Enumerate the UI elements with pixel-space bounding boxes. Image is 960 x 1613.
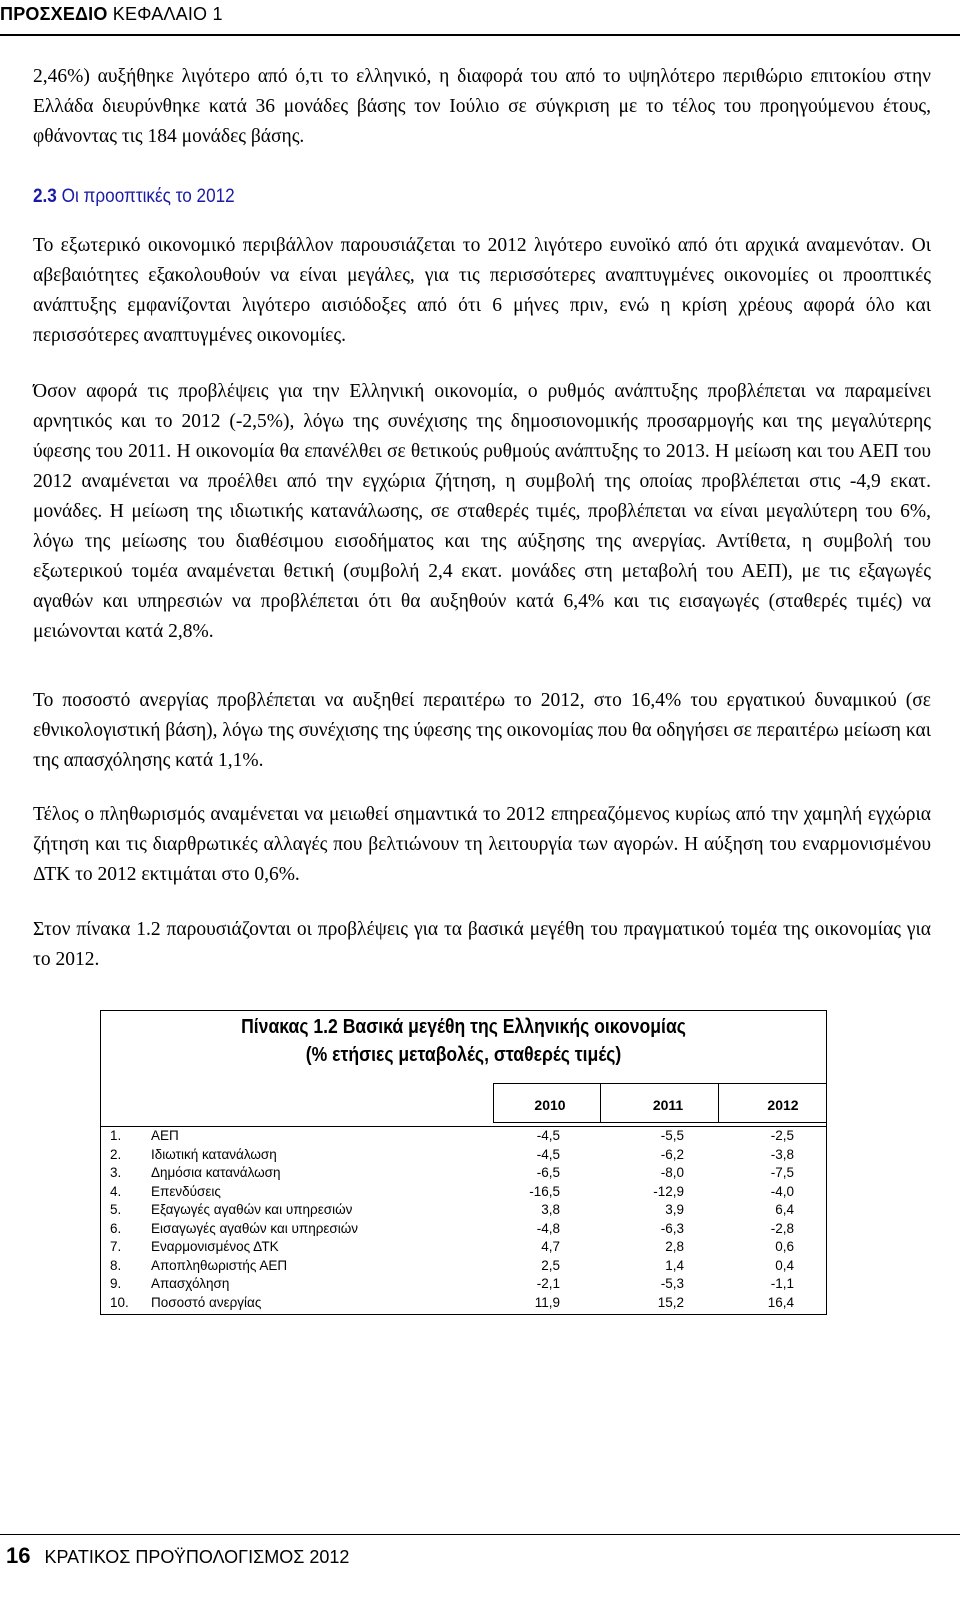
table-title-line-2: (% ετήσιες μεταβολές, σταθερές τιμές) bbox=[305, 1044, 622, 1066]
paragraph-3: Όσον αφορά τις προβλέψεις για την Ελληνική οικονομία, ο ρυθμός ανάπτυξης προβλέπεται να παραμείνει αρνητικός και το 2012 (-2,5%), λόγω της συνέχισης της δημοσιονομικής προσαρμογής και της μεγαλύτερης ύφεσης του 2011. Η οικονομία θα επανέλθει σε θετικούς ρυθμούς ανάπτυξης το 2013. Η μείωση και του ΑΕΠ του 2012 αναμένεται να προέλθει από την εγχώρια ζήτηση, η συμβολή της οποίας προβλέπεται στις -4,9 εκατ. μονάδες. Η μείωση της ιδιωτικής κατανάλωσης, σε σταθερές τιμές, προβλέπεται να είναι μεγαλύτερη του 6%, λόγω της μείωσης του διαθέσιμου εισοδήματος και της αύξησης της ανεργίας. Αντίθετα, η συμβολή του εξωτερικού τομέα αναμένεται θετική (συμβολή 2,4 εκατ. μονάδες στη μεταβολή του ΑΕΠ), με τις εξαγωγές αγαθών και υπηρεσιών να προβλέπεται ότι θα αυξηθούν κατά 6,4% και τις εισαγωγές (σταθερές τιμές) να μειώνονται κατά 2,8%. bbox=[33, 381, 931, 642]
header-title-bold: ΠΡΟΣΧΕΔΙΟ bbox=[0, 4, 108, 24]
row-number: 3. bbox=[110, 1165, 122, 1180]
row-number: 5. bbox=[110, 1202, 122, 1217]
header-rule bbox=[0, 34, 960, 36]
year-header-2010: 2010 bbox=[534, 1097, 566, 1113]
footer-rule bbox=[0, 1534, 960, 1535]
row-label: Εξαγωγές αγαθών και υπηρεσιών bbox=[151, 1202, 353, 1217]
table-row bbox=[100, 1127, 827, 1146]
section-title: Οι προοπτικές το 2012 bbox=[56, 185, 235, 207]
header-divider bbox=[600, 1083, 601, 1123]
paragraph-1: 2,46%) αυξήθηκε λιγότερο από ό,τι το ελληνικό, η διαφορά του από το υψηλότερο περιθώριο επιτοκίου στην Ελλάδα διευρύνθηκε κατά 36 μονάδες βάσης τον Ιούλιο σε σύγκριση με το τέλος του προηγούμενου έτους, φθάνοντας τις 184 μονάδες βάσης. bbox=[33, 66, 931, 147]
row-label: Ιδιωτική κατανάλωση bbox=[151, 1146, 277, 1162]
row-label: ΑΕΠ bbox=[151, 1128, 179, 1143]
running-footer bbox=[6, 1543, 349, 1569]
row-value-2011: -12,9 bbox=[653, 1183, 684, 1199]
row-value-2011: 3,9 bbox=[665, 1202, 684, 1217]
row-label: Ποσοστό ανεργίας bbox=[151, 1294, 262, 1310]
page-number: 16 bbox=[6, 1543, 31, 1568]
row-value-2012: -2,8 bbox=[770, 1220, 794, 1236]
header-title-rest: ΚΕΦΑΛΑΙΟ 1 bbox=[107, 4, 223, 24]
paragraph-5: Τέλος ο πληθωρισμός αναμένεται να μειωθεί σημαντικά το 2012 επηρεαζόμενος κυρίως από την χαμηλή εγχώρια ζήτηση και τις διαρθρωτικές αλλαγές που βελτιώνουν τη λειτουργία των αγορών. Η αύξηση του εναρμονισμένου ΔΤΚ το 2012 εκτιμάται στο 0,6%. bbox=[33, 804, 931, 885]
row-value-2011: -8,0 bbox=[660, 1165, 684, 1180]
table-row bbox=[100, 1238, 827, 1257]
row-value-2011: -5,5 bbox=[660, 1128, 684, 1143]
row-value-2011: -5,3 bbox=[660, 1276, 684, 1291]
table-row bbox=[100, 1220, 827, 1239]
paragraph-4: Το ποσοστό ανεργίας προβλέπεται να αυξηθεί περαιτέρω το 2012, στο 16,4% του εργατικού δυναμικού (σε εθνικολογιστική βάση), λόγω της συνέχισης της ύφεσης της οικονομίας που θα οδηγήσει σε περαιτέρω μείωση και της απασχόλησης κατά 1,1%. bbox=[33, 690, 931, 771]
row-value-2011: 2,8 bbox=[665, 1239, 684, 1254]
table-row bbox=[100, 1294, 827, 1313]
row-value-2010: 3,8 bbox=[541, 1202, 560, 1217]
row-value-2011: -6,3 bbox=[660, 1220, 684, 1236]
row-number: 1. bbox=[110, 1128, 122, 1143]
section-heading bbox=[33, 185, 235, 208]
row-number: 2. bbox=[110, 1146, 122, 1162]
section-number: 2.3 bbox=[33, 185, 57, 207]
row-value-2012: -4,0 bbox=[770, 1183, 794, 1199]
header-divider bbox=[718, 1083, 719, 1123]
row-label: Δημόσια κατανάλωση bbox=[151, 1165, 281, 1180]
row-number: 6. bbox=[110, 1220, 122, 1236]
row-value-2010: -6,5 bbox=[536, 1165, 560, 1180]
row-number: 8. bbox=[110, 1257, 122, 1273]
row-value-2011: -6,2 bbox=[660, 1146, 684, 1162]
row-number: 7. bbox=[110, 1239, 122, 1254]
row-value-2010: 2,5 bbox=[541, 1257, 560, 1273]
row-value-2010: -4,5 bbox=[536, 1128, 560, 1143]
row-label: Εναρμονισμένος ΔΤΚ bbox=[151, 1239, 279, 1254]
year-header-2011: 2011 bbox=[652, 1097, 684, 1113]
paragraph-6: Στον πίνακα 1.2 παρουσιάζονται οι προβλέψεις για τα βασικά μεγέθη του πραγματικού τομέα της οικονομίας για το 2012. bbox=[33, 919, 931, 970]
row-value-2010: -16,5 bbox=[529, 1183, 560, 1199]
row-label: Εισαγωγές αγαθών και υπηρεσιών bbox=[151, 1220, 359, 1236]
row-label: Απασχόληση bbox=[151, 1276, 230, 1291]
row-value-2012: -2,5 bbox=[770, 1128, 794, 1143]
row-label: Επενδύσεις bbox=[151, 1183, 221, 1199]
row-value-2012: 16,4 bbox=[767, 1294, 794, 1310]
row-value-2012: 0,4 bbox=[775, 1257, 794, 1273]
table-row bbox=[100, 1201, 827, 1220]
row-value-2010: -2,1 bbox=[536, 1276, 560, 1291]
row-value-2010: -4,5 bbox=[536, 1146, 560, 1162]
row-value-2012: 0,6 bbox=[775, 1239, 794, 1254]
paragraph-2: Το εξωτερικό οικονομικό περιβάλλον παρουσιάζεται το 2012 λιγότερο ευνοϊκό από ότι αρχικά αναμενόταν. Οι αβεβαιότητες εξακολουθούν να είναι μεγάλες, για τις περισσότερες αναπτυγμένες οικονομίες οι προοπτικές ανάπτυξης εμφανίζονται λιγότερο αισιόδοξες από ότι 6 μήνες πριν, ενώ η κρίση χρέους αφορά όλο και περισσότερες αναπτυγμένες οικονομίες. bbox=[33, 235, 931, 346]
table-row bbox=[100, 1257, 827, 1276]
running-header bbox=[0, 4, 223, 25]
row-value-2010: -4,8 bbox=[536, 1220, 560, 1236]
row-value-2010: 11,9 bbox=[534, 1294, 560, 1310]
table-title-line-1: Πίνακας 1.2 Βασικά μεγέθη της Ελληνικής οικονομίας bbox=[241, 1016, 686, 1038]
row-value-2012: 6,4 bbox=[775, 1202, 794, 1217]
table-row bbox=[100, 1164, 827, 1183]
row-value-2012: -7,5 bbox=[770, 1165, 794, 1180]
table-row bbox=[100, 1183, 827, 1202]
table-row bbox=[100, 1146, 827, 1165]
row-value-2011: 1,4 bbox=[665, 1257, 684, 1273]
row-number: 4. bbox=[110, 1183, 122, 1199]
year-header-2012: 2012 bbox=[767, 1097, 799, 1113]
row-number: 9. bbox=[110, 1276, 122, 1291]
row-value-2011: 15,2 bbox=[657, 1294, 684, 1310]
row-label: Αποπληθωριστής ΑΕΠ bbox=[151, 1257, 288, 1273]
footer-title: ΚΡΑΤΙΚΟΣ ΠΡΟΫΠΟΛΟΓΙΣΜΟΣ 2012 bbox=[44, 1547, 350, 1567]
row-value-2012: -1,1 bbox=[770, 1276, 794, 1291]
row-value-2012: -3,8 bbox=[770, 1146, 794, 1162]
row-number: 10. bbox=[110, 1294, 129, 1310]
table-row bbox=[100, 1275, 827, 1294]
row-value-2010: 4,7 bbox=[541, 1239, 560, 1254]
